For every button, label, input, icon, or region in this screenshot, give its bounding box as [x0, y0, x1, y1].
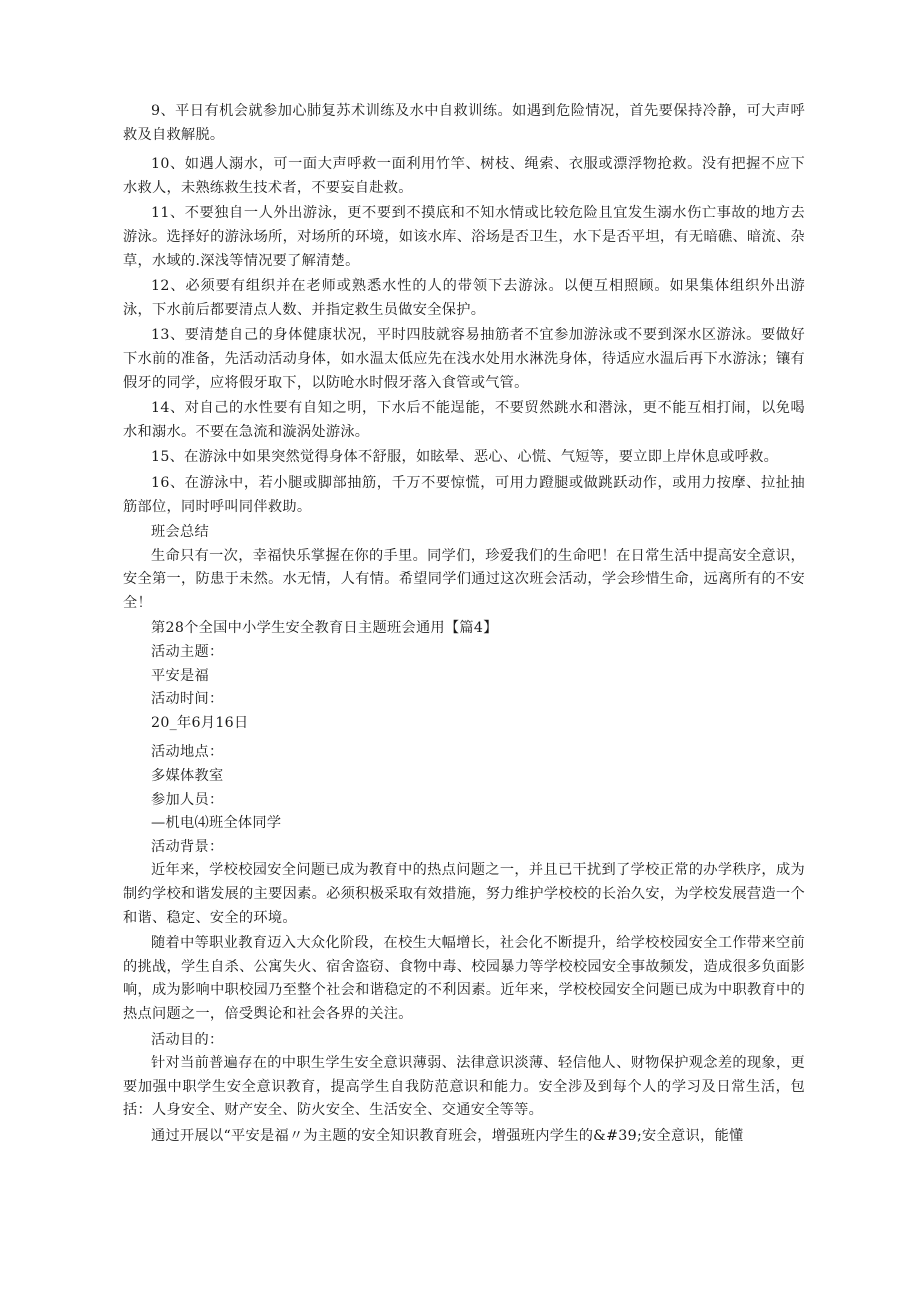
paragraph-item-15: 15、在游泳中如果突然觉得身体不舒服，如眩晕、恶心、心慌、气短等，要立即上岸休息或呼救。 — [151, 449, 779, 466]
paragraph-item-10: 10、如遇人溺水，可一面大声呼救一面利用竹竿、树枝、绳索、衣服或漂浮物抢救。没有把握不应下水救人，未熟练救生技术者，不要妄自赴救。 — [123, 156, 805, 196]
purpose-text: 针对当前普遍存在的中职生学生安全意识薄弱、法律意识淡薄、轻信他人、财物保护观念差的现象，更要加强中职学生安全意识教育，提高学生自我防范意识和能力。安全涉及到每个人的学习及日常生活，包括：人身安全、财产安全、防火安全、生活安全、交通安全等等。 — [123, 1055, 805, 1119]
article-title: 第28个全国中小学生安全教育日主题班会通用【篇4】 — [151, 620, 498, 637]
participants-label: 参加人员： — [151, 791, 224, 808]
paragraph-item-9: 9、平日有机会就参加心肺复苏术训练及水中自救训练。如遇到危险情况，首先要保持冷静，可大声呼救及自救解脱。 — [123, 103, 805, 143]
paragraph-item-13: 13、要清楚自己的身体健康状况，平时四肢就容易抽筋者不宜参加游泳或不要到深水区游泳。要做好下水前的准备，先活动活动身体，如水温太低应先在浅水处用水淋洗身体，待适应水温后再下水游泳；镶有假牙的同学，应将假牙取下，以防呛水时假牙落入食管或气管。 — [123, 327, 805, 391]
activity-time-value: 20_年6月16日 — [151, 714, 249, 731]
paragraph-item-16: 16、在游泳中，若小腿或脚部抽筋，千万不要惊慌，可用力蹬腿或做跳跃动作，或用力按摩、拉扯抽筋部位，同时呼叫同伴救助。 — [123, 474, 805, 515]
background-label: 活动背景： — [151, 838, 224, 855]
activity-theme-label: 活动主题： — [151, 644, 224, 661]
paragraph-item-14: 14、对自己的水性要有自知之明，下水后不能逞能，不要贸然跳水和潜泳，更不能互相打闹，以免喝水和溺水。不要在急流和漩涡处游泳。 — [123, 400, 805, 440]
paragraph-item-12: 12、必须要有组织并在老师或熟悉水性的人的带领下去游泳。以便互相照顾。如果集体组织外出游泳，下水前后都要清点人数、并指定救生员做安全保护。 — [123, 278, 805, 318]
background-text-1: 近年来，学校校园安全问题已成为教育中的热点问题之一，并且已干扰到了学校正常的办学秩序，成为制约学校和谐发展的主要因素。必须积极采取有效措施，努力维护学校校的长治久安，为学校发展营造一个和谐、稳定、安全的环境。 — [123, 862, 805, 926]
purpose-label: 活动目的： — [151, 1031, 224, 1048]
activity-time-label: 活动时间： — [151, 691, 224, 708]
summary-text: 生命只有一次，幸福快乐掌握在你的手里。同学们，珍爱我们的生命吧！在日常生活中提高安全意识，安全第一，防患于未然。水无情，人有情。希望同学们通过这次班会活动，学会珍惜生命，远离所有的不安全！ — [123, 547, 805, 611]
activity-location-label: 活动地点： — [151, 744, 224, 761]
paragraph-item-11: 11、不要独自一人外出游泳，更不要到不摸底和不知水情或比较危险且宜发生溺水伤亡事故的地方去游泳。选择好的游泳场所，对场所的环境，如该水库、浴场是否卫生，水下是否平坦，有无暗礁、暗流、杂草，水域的.深浅等情况要了解清楚。 — [123, 205, 805, 269]
background-text-2: 随着中等职业教育迈入大众化阶段，在校生大幅增长，社会化不断提升，给学校校园安全工作带来空前的挑战，学生自杀、公寓失火、宿舍盗窃、食物中毒、校园暴力等学校校园安全事故频发，造成很多负面影响，成为影响中职校园乃至整个社会和谐稳定的不利因素。近年来，学校校园安全问题已成为中职教育中的热点问题之一，倍受舆论和社会各界的关注。 — [123, 935, 805, 1022]
section-heading-summary: 班会总结 — [151, 524, 209, 541]
activity-theme-value: 平安是福 — [151, 667, 209, 684]
activity-location-value: 多媒体教室 — [151, 768, 224, 785]
document-body — [123, 100, 805, 1151]
participants-value: —机电⑷班全体同学 — [151, 815, 282, 832]
final-paragraph: 通过开展以“平安是福〃为主题的安全知识教育班会，增强班内学生的&#39;安全意识，能懂 — [151, 1127, 744, 1144]
